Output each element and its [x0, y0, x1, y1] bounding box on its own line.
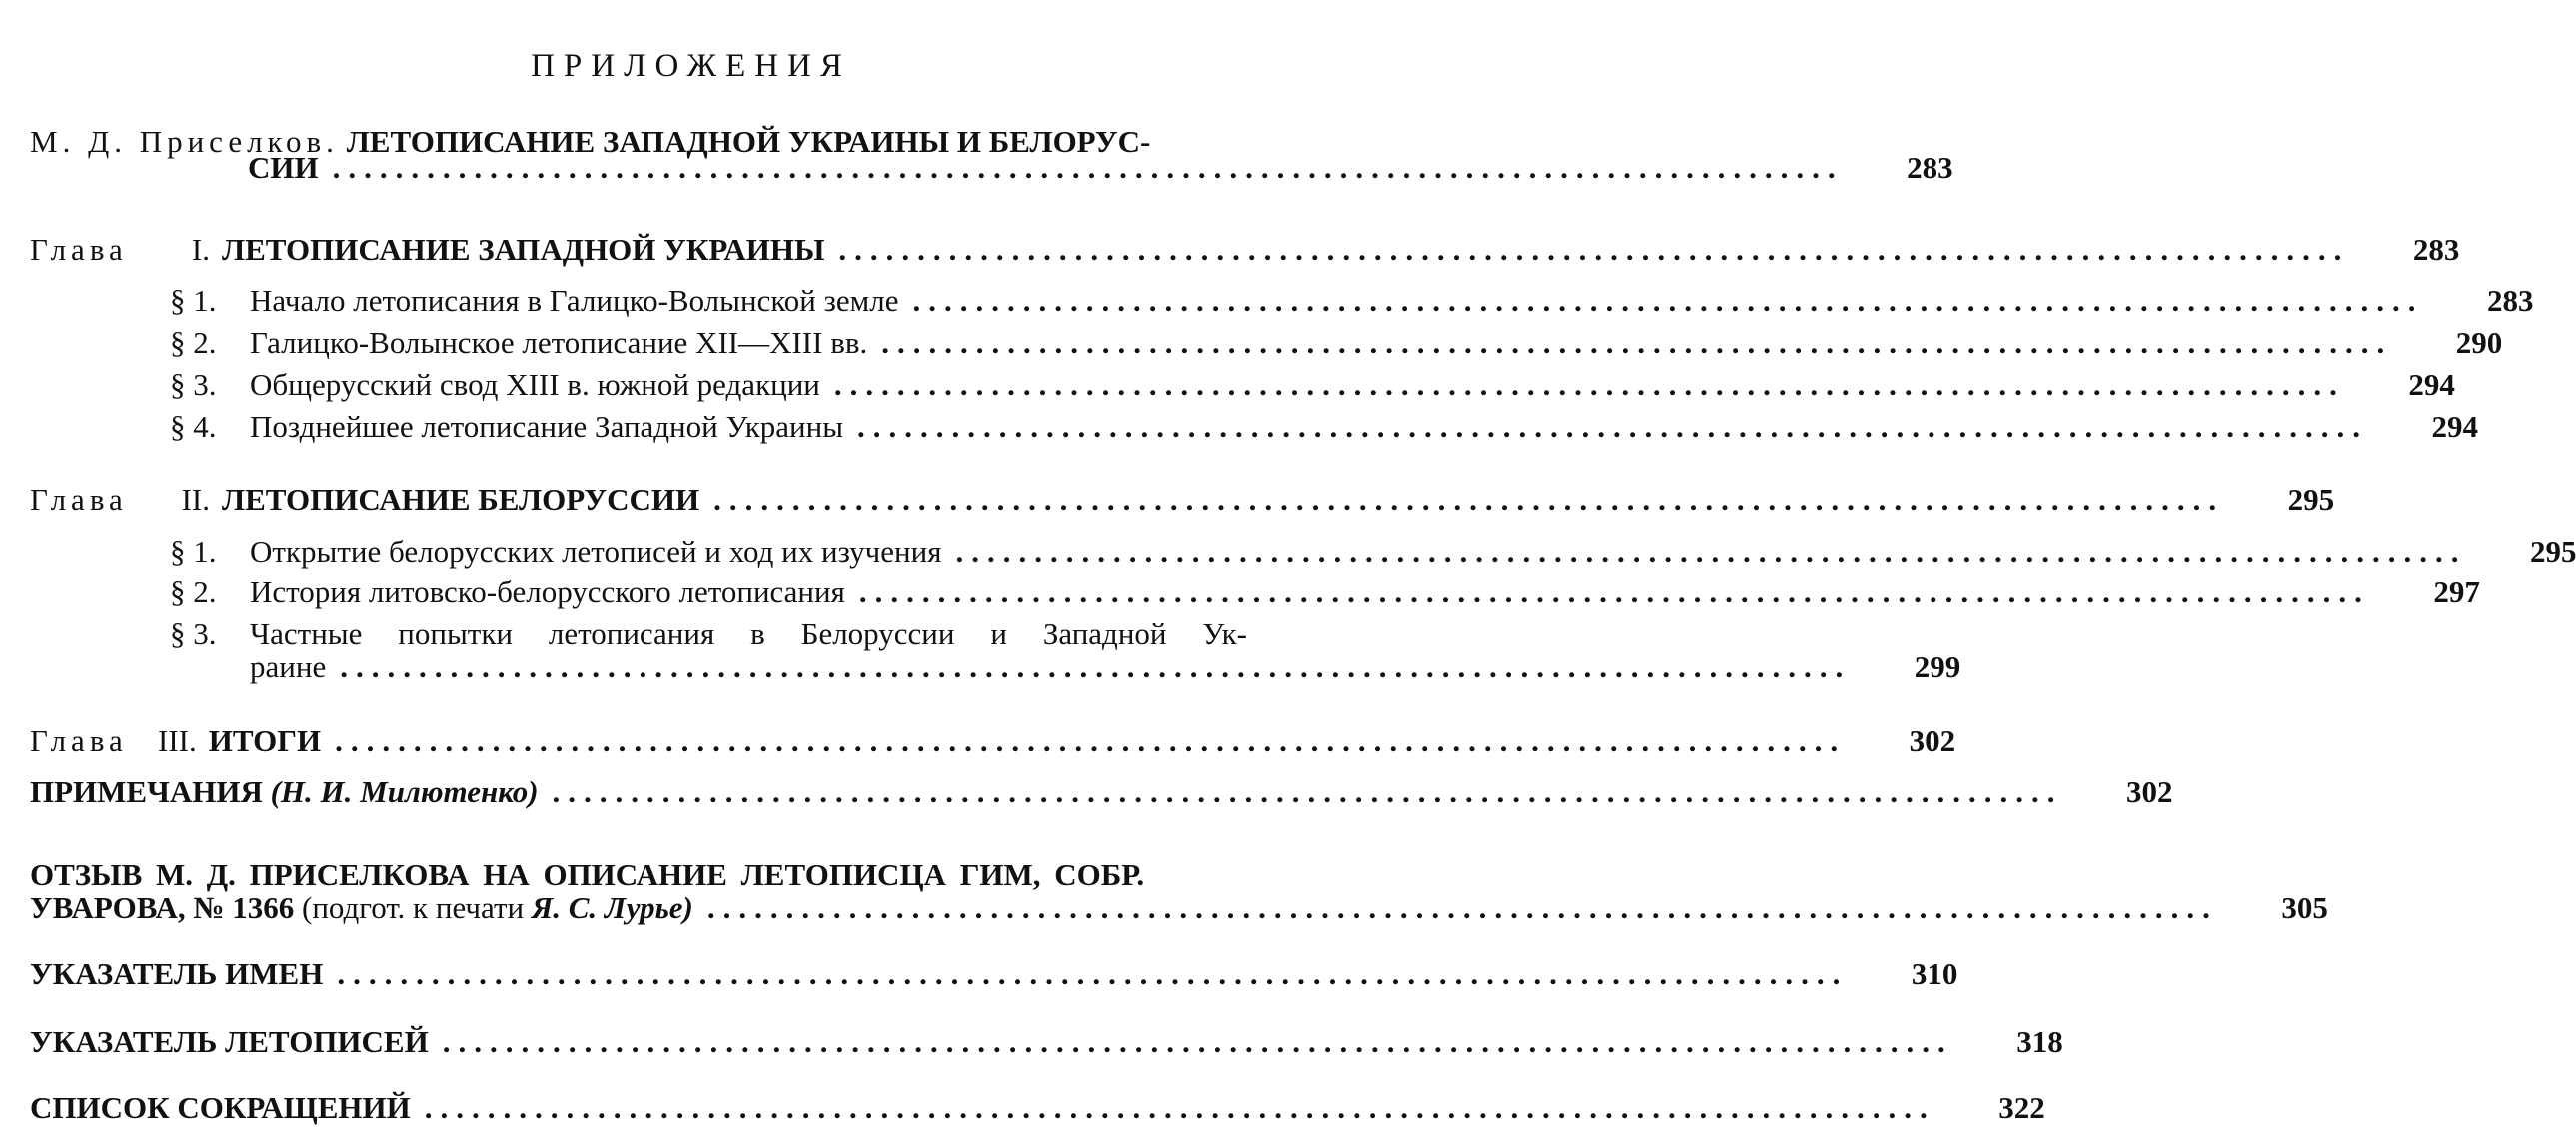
page-number: 302 — [1909, 723, 1956, 758]
leader-dots: ................................................................................................ — [335, 723, 1847, 758]
abbreviations-title: СПИСОК СОКРАЩЕНИЙ — [30, 1090, 411, 1125]
main-title-text: ЛЕТОПИСАНИЕ ЗАПАДНОЙ УКРАИНЫ И БЕЛОРУС- — [346, 124, 1151, 159]
notes-editor: (Н. И. Милютенко) — [270, 774, 539, 809]
page-number: 295 — [2529, 534, 2576, 569]
leader-dots: ................................................................................................ — [912, 283, 2424, 318]
toc-entry-notes[interactable] — [30, 770, 2173, 814]
leader-dots: ................................................................................................ — [424, 1090, 1935, 1125]
chapter-number: I. — [191, 232, 210, 267]
page-number: 283 — [1907, 150, 1953, 185]
toc-entry-section[interactable] — [170, 321, 2503, 365]
section-sign: § 2. — [170, 574, 217, 609]
main-title-continuation: СИИ — [248, 150, 319, 185]
section-title: Начало летописания в Галицко-Волынской земле — [250, 283, 899, 318]
index-chronicles-title: УКАЗАТЕЛЬ ЛЕТОПИСЕЙ — [30, 1024, 429, 1059]
review-note: (подгот. к печати — [302, 890, 525, 925]
chapter-title: ЛЕТОПИСАНИЕ БЕЛОРУССИИ — [222, 482, 700, 517]
toc-entry-index-names[interactable] — [30, 952, 1958, 996]
toc-entry-section[interactable] — [170, 530, 2576, 574]
leader-dots: ................................................................................................ — [340, 649, 1852, 684]
page-number: 299 — [1914, 649, 1961, 684]
chapter-label: Глава — [30, 232, 128, 267]
section-sign: § 3. — [170, 367, 217, 402]
page-number: 283 — [2487, 283, 2534, 318]
chapter-number: III. — [158, 723, 197, 758]
section-sign: § 1. — [170, 283, 217, 318]
leader-dots: ................................................................................................ — [706, 890, 2218, 925]
page-number: 305 — [2281, 890, 2328, 925]
leader-dots: ................................................................................................ — [858, 574, 2370, 609]
toc-entry-chapter-2[interactable] — [30, 478, 2335, 522]
page-number: 294 — [2431, 409, 2479, 444]
leader-dots: ................................................................................................ — [337, 956, 1849, 991]
page-number: 294 — [2408, 367, 2455, 402]
toc-entry-section[interactable] — [170, 363, 2455, 407]
review-editor: Я. С. Лурье) — [531, 890, 693, 925]
toc-entry-section-line2[interactable] — [250, 645, 1961, 689]
page-number: 297 — [2433, 574, 2480, 609]
chapter-label: Глава — [30, 723, 128, 758]
chapter-label: Глава — [30, 482, 128, 517]
section-title: Открытие белорусских летописей и ход их изучения — [250, 534, 942, 569]
page-number: 302 — [2126, 774, 2173, 809]
section-title: Частные попытки летописания в Белоруссии и Западной Ук- — [250, 616, 1247, 651]
toc-entry-abbreviations[interactable] — [30, 1086, 2045, 1130]
toc-entry-index-chronicles[interactable] — [30, 1020, 2063, 1064]
page-number: 295 — [2287, 482, 2335, 517]
section-title: История литовско-белорусского летописания — [250, 574, 845, 609]
leader-dots: ................................................................................................ — [838, 232, 2350, 267]
section-title: Общерусский свод XIII в. южной редакции — [250, 367, 820, 402]
toc-entry-review[interactable] — [30, 886, 2328, 930]
section-sign: § 2. — [170, 325, 217, 360]
section-sign: § 4. — [170, 409, 217, 444]
page-number: 322 — [1998, 1090, 2045, 1125]
author-name: М. Д. Приселков. — [30, 124, 339, 159]
leader-dots: ................................................................................................ — [857, 409, 2369, 444]
toc-entry-main-title[interactable] — [248, 146, 1953, 190]
page-number: 283 — [2412, 232, 2460, 267]
section-heading: ПРИЛОЖЕНИЯ — [531, 48, 851, 84]
page-number: 290 — [2455, 325, 2503, 360]
leader-dots: ................................................................................................ — [442, 1024, 1953, 1059]
section-sign: § 3. — [170, 616, 217, 651]
toc-entry-section[interactable] — [170, 405, 2479, 449]
toc-entry-section[interactable] — [170, 571, 2480, 614]
leader-dots: ................................................................................................ — [552, 774, 2063, 809]
review-title: ОТЗЫВ М. Д. ПРИСЕЛКОВА НА ОПИСАНИЕ ЛЕТОПИСЦА ГИМ, СОБР. — [30, 857, 1145, 892]
notes-title: ПРИМЕЧАНИЯ — [30, 774, 263, 809]
index-names-title: УКАЗАТЕЛЬ ИМЕН — [30, 956, 324, 991]
review-title-continuation: УВАРОВА, № 1366 — [30, 890, 295, 925]
leader-dots: ................................................................................................ — [881, 325, 2393, 360]
chapter-title: ЛЕТОПИСАНИЕ ЗАПАДНОЙ УКРАИНЫ — [222, 232, 825, 267]
page-number: 310 — [1911, 956, 1958, 991]
leader-dots: ................................................................................................ — [833, 367, 2345, 402]
toc-entry-section[interactable] — [170, 279, 2534, 323]
leader-dots: ................................................................................................ — [332, 150, 1844, 185]
section-sign: § 1. — [170, 534, 217, 569]
page-number: 318 — [2016, 1024, 2063, 1059]
section-title: Галицко-Волынское летописание XII—XIII вв. — [250, 325, 868, 360]
toc-entry-chapter-1[interactable] — [30, 228, 2460, 272]
section-title: Позднейшее летописание Западной Украины — [250, 409, 844, 444]
toc-entry-chapter-3[interactable] — [30, 719, 1956, 763]
leader-dots: ................................................................................................ — [713, 482, 2225, 517]
chapter-number: II. — [181, 482, 210, 517]
chapter-title: ИТОГИ — [208, 723, 322, 758]
leader-dots: ................................................................................................ — [955, 534, 2467, 569]
section-title-continuation: раине — [250, 649, 327, 684]
